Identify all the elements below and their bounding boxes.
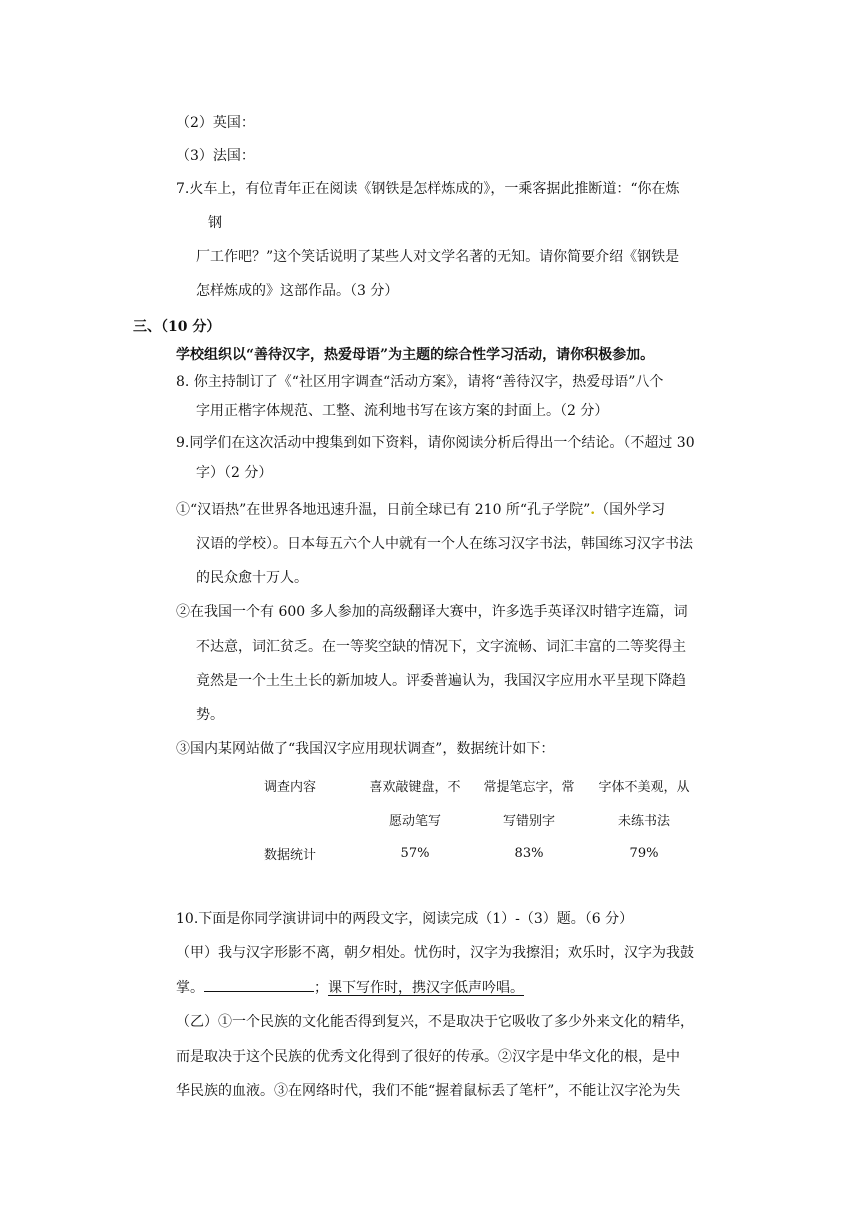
material-1-line-3: 的民众愈十万人。 (196, 570, 308, 586)
table-row (250, 802, 704, 836)
fill-in-blank (204, 977, 314, 992)
table-cell: 喜欢敲键盘，不 (369, 779, 461, 795)
table-cell: 57% (400, 845, 430, 861)
question-7-line-1: 7.火车上，有位青年正在阅读《钢铁是怎样炼成的》，一乘客据此推断道：“你在炼 (176, 181, 680, 197)
passage-a-line-2: 掌。 ；课下写作时，携汉字低声吟唱。 (176, 977, 524, 998)
material-2-line-4: 势。 (196, 707, 224, 723)
material-2-line-2: 不达意，词汇贫乏。在一等奖空缺的情况下，文字流畅、词汇丰富的二等奖得主 (196, 639, 686, 655)
passage-a-line-1: （甲）我与汉字形影不离，朝夕相处。忧伤时，汉字为我擦泪；欢乐时，汉字为我鼓 (176, 945, 694, 961)
survey-stats-table (250, 768, 704, 870)
table-cell: 愿动笔写 (388, 813, 441, 829)
question-8-line-1: 8. 你主持制订了《“社区用字调查“活动方案》，请将“善待汉字，热爱母语”八个 (176, 374, 664, 390)
answer-line-france: （3）法国： (176, 148, 255, 164)
material-2-line-3: 竟然是一个土生土长的新加坡人。评委普遍认为，我国汉字应用水平呈现下降趋 (196, 673, 686, 689)
question-8-line-2: 字用正楷字体规范、工整、流利地书写在该方案的封面上。（2 分） (196, 403, 609, 419)
material-3-line-1: ③国内某网站做了“我国汉字应用现状调查”，数据统计如下： (176, 741, 555, 757)
question-7-line-4: 怎样炼成的》这部作品。（3 分） (196, 283, 399, 299)
section-three-heading: 三、（10 分） (133, 319, 221, 335)
table-cell: 写错别字 (502, 813, 555, 829)
question-10-line-1: 10.下面是你同学演讲词中的两段文字，阅读完成（1）-（3）题。（6 分） (176, 911, 634, 927)
material-2-line-1: ②在我国一个有 600 多人参加的高级翻译大赛中，许多选手英译汉时错字连篇，词 (176, 604, 688, 620)
passage-b-line-3: 华民族的血液。③在网络时代，我们不能“握着鼠标丢了笔杆”，不能让汉字沦为失 (176, 1083, 681, 1099)
passage-b-line-1: （乙）①一个民族的文化能否得到复兴，不是取决于它吸收了多少外来文化的精华， (176, 1014, 694, 1030)
question-9-line-1: 9.同学们在这次活动中搜集到如下资料，请你阅读分析后得出一个结论。（不超过 30 (176, 435, 695, 451)
answer-line-britain: （2）英国： (176, 115, 255, 131)
question-7-line-2: 钢 (208, 215, 222, 231)
table-cell: 调查内容 (264, 779, 317, 795)
table-cell: 数据统计 (264, 847, 317, 863)
section-three-intro: 学校组织以“善待汉字，热爱母语”为主题的综合性学习活动，请你积极参加。 (176, 347, 655, 363)
passage-b-line-2: 而是取决于这个民族的优秀文化得到了很好的传承。②汉字是中华文化的根，是中 (176, 1049, 680, 1065)
question-7-line-3: 厂工作吧？”这个笑话说明了某些人对文学名著的无知。请你简要介绍《钢铁是 (196, 249, 680, 265)
table-cell (250, 802, 356, 836)
table-row (250, 836, 704, 870)
table-cell: 未练书法 (617, 813, 670, 829)
table-cell: 字体不美观，从 (598, 779, 690, 795)
material-1-line-2: 汉语的学校）。日本每五六个人中就有一个人在练习汉字书法，韩国练习汉字书法 (196, 536, 693, 552)
table-cell: 83% (514, 845, 544, 861)
highlight-dot: . (590, 502, 596, 518)
table-row (250, 768, 704, 802)
material-1-line-1: ①“汉语热”在世界各地迅速升温，日前全球已有 210 所“孔子学院”.（国外学习 (176, 502, 666, 518)
table-cell: 常提笔忘字，常 (483, 779, 575, 795)
underlined-sentence: 课下写作时，携汉字低声吟唱。 (328, 980, 524, 996)
table-cell: 79% (629, 845, 659, 861)
question-9-line-2: 字）（2 分） (196, 465, 273, 481)
